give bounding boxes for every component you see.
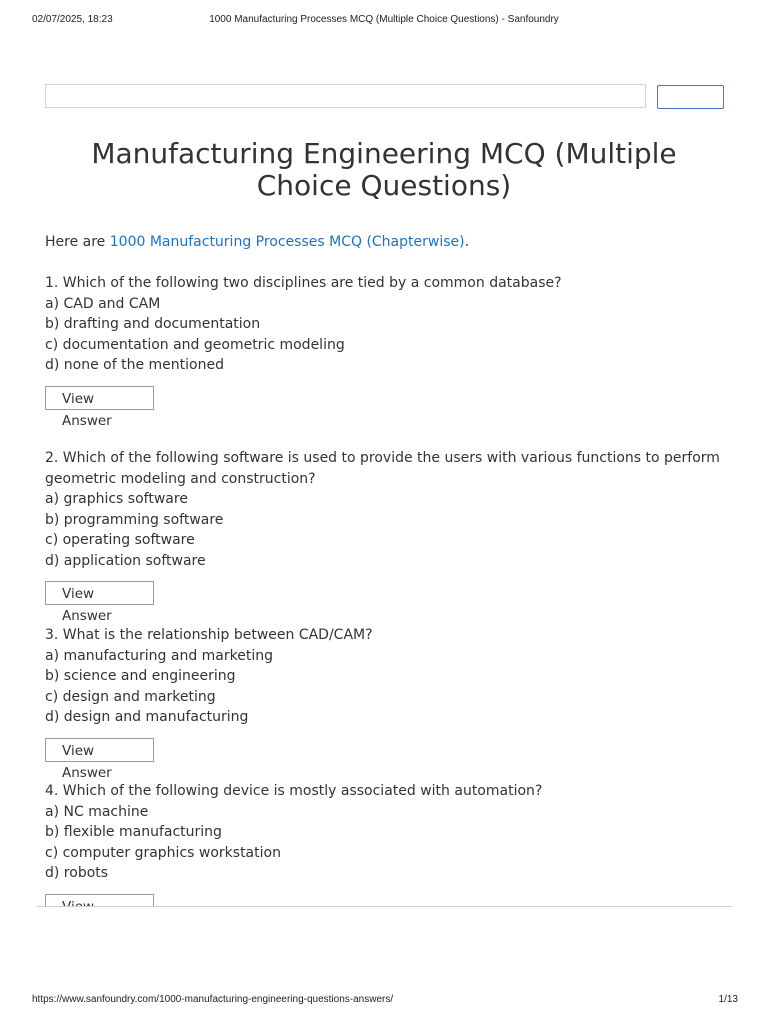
option-c: c) computer graphics workstation [45, 844, 281, 861]
option-b: b) science and engineering [45, 668, 236, 684]
intro-suffix: . [464, 234, 470, 250]
option-a: a) NC machine [45, 803, 149, 820]
question-text: 3. What is the relationship between CAD/CAM? [45, 627, 373, 643]
print-page-number: 1/13 [718, 994, 738, 1005]
option-a: a) graphics software [45, 491, 188, 507]
view-answer-button[interactable]: View Answer [45, 386, 154, 410]
option-b: b) flexible manufacturing [45, 824, 222, 840]
print-url: https://www.sanfoundry.com/1000-manufacturing-engineering-questions-answers/ [32, 994, 394, 1005]
view-answer-button[interactable]: View Answer [45, 738, 154, 762]
search-input[interactable] [45, 84, 646, 108]
question-2 [45, 448, 725, 624]
page-title: Manufacturing Engineering MCQ (Multiple Choice Questions) [91, 137, 677, 202]
page-bottom-margin [0, 907, 768, 987]
question-text: 2. Which of the following software is used to provide the users with various functions to perform geometric modeling and construction? [45, 450, 720, 487]
print-datetime: 02/07/2025, 18:23 [32, 14, 113, 25]
option-c: c) operating software [45, 532, 195, 548]
chapterwise-link[interactable]: 1000 Manufacturing Processes MCQ (Chapterwise) [109, 234, 465, 250]
option-c: c) documentation and geometric modeling [45, 336, 345, 353]
option-a: a) CAD and CAM [45, 295, 161, 312]
option-b: b) drafting and documentation [45, 316, 261, 332]
intro-prefix: Here are [45, 234, 110, 250]
question-text: 4. Which of the following device is mostly associated with automation? [45, 783, 543, 799]
question-4 [45, 781, 725, 918]
option-b: b) programming software [45, 511, 224, 528]
intro-paragraph [45, 232, 469, 252]
search-button[interactable] [657, 85, 724, 109]
question-text: 1. Which of the following two disciplines are tied by a common database? [45, 275, 562, 291]
option-d: d) none of the mentioned [45, 357, 224, 373]
print-page-title: 1000 Manufacturing Processes MCQ (Multiple Choice Questions) - Sanfoundry [209, 14, 559, 25]
question-3 [45, 625, 725, 781]
view-answer-button[interactable]: View Answer [45, 581, 154, 605]
question-1 [45, 273, 725, 429]
option-d: d) design and manufacturing [45, 709, 249, 725]
option-c: c) design and marketing [45, 688, 216, 705]
option-d: d) robots [45, 865, 109, 881]
option-a: a) manufacturing and marketing [45, 647, 273, 664]
option-d: d) application software [45, 552, 206, 569]
